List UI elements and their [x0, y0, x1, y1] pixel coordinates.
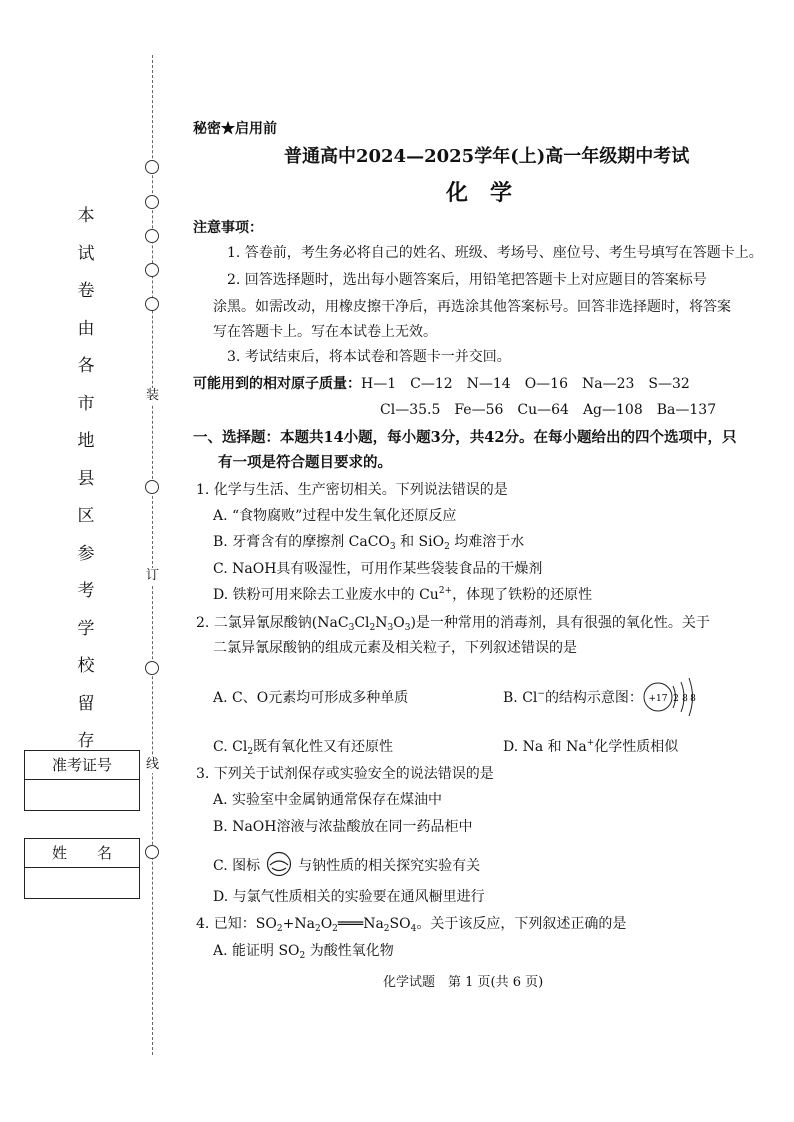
binding-hole — [145, 480, 159, 494]
binding-hole — [145, 661, 159, 675]
atomic-mass-line1: 可能用到的相对原子质量：H—1 C—12 N—14 O—16 Na—23 S—32 — [193, 376, 690, 392]
binding-char-xian: 线 — [146, 757, 160, 772]
q2-stem-line1: 2. 二氯异氰尿酸钠$(NaC_3Cl_2N_3O_3)$是一种常用的消毒剂，具有很强的氧化性。关于 — [196, 615, 710, 633]
section-1-heading-line2: 有一项是符合题目要求的。 — [218, 454, 392, 471]
q3-stem: 3. 下列关于试剂保存或实验安全的说法错误的是 — [196, 766, 494, 782]
name-label: 姓 名 — [25, 839, 139, 868]
safety-icon — [260, 851, 298, 877]
q1-option-a[interactable]: A. “食物腐败”过程中发生氧化还原反应 — [213, 508, 457, 524]
q1-stem: 1. 化学与生活、生产密切相关。下列说法错误的是 — [196, 482, 508, 498]
q2-stem-line2: 二氯异氰尿酸钠的组成元素及相关粒子，下列叙述错误的是 — [213, 640, 577, 656]
q3-option-c[interactable]: C. 图标 与钠性质的相关探究实验有关 — [213, 851, 480, 877]
q4-option-a[interactable]: A. 能证明 $SO_2$ 为酸性氧化物 — [213, 943, 394, 961]
shell-electrons: 2 — [673, 694, 679, 704]
binding-char-zhuang: 装 — [146, 388, 160, 403]
q2-option-c[interactable]: C. $Cl_2$既有氧化性又有还原性 — [213, 739, 394, 757]
binding-char-ding: 订 — [146, 568, 160, 583]
exam-id-field[interactable] — [25, 780, 139, 810]
note-2-line2: 涂黑。如需改动，用橡皮擦干净后，再选涂其他答案标号。回答非选择题时，将答案 — [213, 299, 731, 315]
binding-hole — [145, 229, 159, 243]
vertical-notice: 本 试 卷 由 各 市 地 县 区 参 考 学 校 留 存 — [77, 206, 95, 751]
secret-label: 秘密★启用前 — [193, 121, 277, 137]
nucleus-charge: +17 — [648, 694, 668, 704]
shell-electrons: 8 — [690, 694, 696, 704]
note-2-line3: 写在答题卡上。写在本试卷上无效。 — [213, 324, 437, 340]
q3-option-a[interactable]: A. 实验室中金属钠通常保存在煤油中 — [213, 792, 443, 808]
section-1-heading: 一、选择题：本题共14小题，每小题3分，共42分。在每小题给出的四个选项中，只 — [193, 429, 737, 446]
q3-option-d[interactable]: D. 与氯气性质相关的实验要在通风橱里进行 — [213, 889, 485, 905]
q2-option-b[interactable]: B. Cl−的结构示意图： — [503, 689, 643, 706]
q1-option-b[interactable]: B. 牙膏含有的摩擦剂 CaCO$_3$ 和 SiO$_2$ 均难溶于水 — [213, 534, 525, 552]
notes-heading: 注意事项： — [193, 220, 263, 236]
binding-hole — [145, 845, 159, 859]
exam-title: 普通高中2024—2025学年(上)高一年级期中考试 — [284, 146, 690, 167]
subject-title: 化 学 — [446, 180, 513, 206]
binding-hole — [145, 263, 159, 277]
note-3: 3. 考试结束后，将本试卷和答题卡一并交回。 — [227, 349, 511, 365]
q1-option-c[interactable]: C. NaOH具有吸湿性，可用作某些袋装食品的干燥剂 — [213, 561, 543, 577]
binding-hole — [145, 195, 159, 209]
name-field[interactable] — [25, 868, 139, 898]
note-2-line1: 2. 回答选择题时，选出每小题答案后，用铅笔把答题卡上对应题目的答案标号 — [227, 272, 707, 288]
name-box[interactable] — [24, 838, 140, 899]
binding-hole — [145, 160, 159, 174]
q2-option-a[interactable]: A. C、O元素均可形成多种单质 — [213, 690, 409, 706]
page-footer: 化学试题 第 1 页(共 6 页) — [383, 975, 544, 990]
q4-stem: 4. 已知：$SO_2+Na_2O_2═══Na_2SO_4$。关于该反应，下列叙述正确的是 — [196, 916, 627, 934]
q2-option-d[interactable]: D. Na 和 Na+化学性质相似 — [503, 738, 679, 755]
q1-option-d[interactable]: D. 铁粉可用来除去工业废水中的 $Cu^{2+}$，体现了铁粉的还原性 — [213, 586, 593, 603]
atomic-mass-line2: Cl—35.5 Fe—56 Cu—64 Ag—108 Ba—137 — [380, 402, 717, 418]
note-1: 1. 答卷前，考生务必将自己的姓名、班级、考场号、座位号、考生号填写在答题卡上。 — [227, 245, 763, 261]
exam-id-label: 准考证号 — [25, 751, 139, 780]
binding-hole — [145, 297, 159, 311]
q3-option-b[interactable]: B. NaOH溶液与浓盐酸放在同一药品柜中 — [213, 819, 473, 835]
shell-electrons: 8 — [682, 694, 688, 704]
chloride-ion-structure-diagram — [640, 674, 700, 722]
exam-id-box[interactable] — [24, 750, 140, 811]
